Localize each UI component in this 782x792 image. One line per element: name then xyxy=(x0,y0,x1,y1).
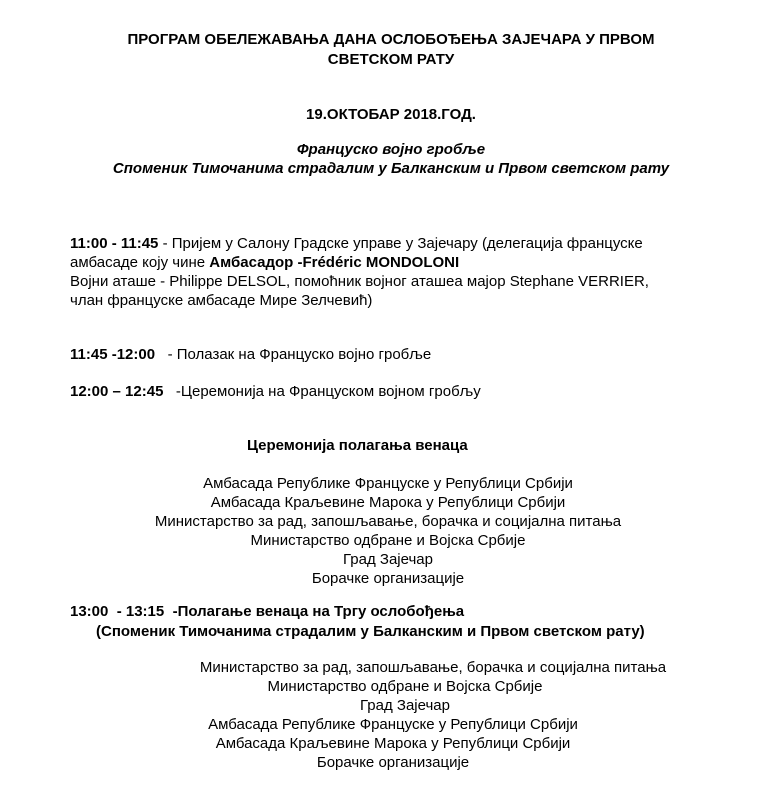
participant: Борачке организације xyxy=(316,754,470,771)
wreath-subtitle: (Споменик Тимочанима страдалим у Балканским и Првом светском рату) xyxy=(96,623,645,640)
ambassador-name: Амбасадор -Frédéric MONDOLONI xyxy=(209,254,460,271)
schedule-time: 12:00 – 12:45 xyxy=(70,383,164,400)
schedule-time: 11:00 - 11:45 xyxy=(70,235,159,252)
schedule-item-1 xyxy=(70,235,643,252)
participant: Министарство за рад, запошљавање, борачка и социјална питања xyxy=(199,659,667,676)
schedule-item-1-cont-2: Војни аташе - Philippe DELSOL, помоћник војног аташеа мајор Stephane VERRIER, xyxy=(70,273,649,290)
schedule-time: 11:45 -12:00 xyxy=(70,346,156,363)
schedule-text: -Полагање венаца на Тргу ослобођења xyxy=(164,603,465,620)
wreath-item xyxy=(70,603,464,620)
ceremony-heading: Церемонија полагања венаца xyxy=(247,437,468,454)
location-line-2: Споменик Тимочанима страдалим у Балканским и Првом светском рату xyxy=(112,160,670,177)
title-line-1: ПРОГРАМ ОБЕЛЕЖАВАЊА ДАНА ОСЛОБОЂЕЊА ЗАЈЕЧАРА У ПРВОМ xyxy=(127,31,655,48)
participant: Министарство одбране и Војска Србије xyxy=(250,532,526,549)
participant: Град Зајечар xyxy=(343,551,433,568)
event-date: 19.ОКТОБАР 2018.ГОД. xyxy=(306,106,476,123)
schedule-item-3 xyxy=(70,383,481,400)
participant: Град Зајечар xyxy=(360,697,450,714)
schedule-item-1-cont-1 xyxy=(70,254,459,271)
participant: Амбасада Краљевине Марока у Републици Србији xyxy=(210,494,566,511)
schedule-text: амбасаде коју чине xyxy=(70,254,210,271)
participant: Амбасада Републике Француске у Републици Србији xyxy=(203,475,573,492)
ceremony-participants xyxy=(0,474,779,588)
schedule-text: - Пријем у Салону Градске управе у Зајечару (делегација француске xyxy=(158,235,643,252)
participant: Министарство одбране и Војска Србије xyxy=(267,678,543,695)
title-line-2: СВЕТСКОМ РАТУ xyxy=(327,51,455,68)
schedule-item-1-cont-3: члан француске амбасаде Мире Зелчевић) xyxy=(70,292,373,309)
participant: Амбасада Краљевине Марока у Републици Србији xyxy=(215,735,571,752)
participant: Министарство за рад, запошљавање, борачка и социјална питања xyxy=(154,513,622,530)
schedule-text: -Церемонија на Француском војном гробљу xyxy=(163,383,481,400)
schedule-text: - Полазак на Француско војно гробље xyxy=(155,346,432,363)
participant: Амбасада Републике Француске у Републици Србији xyxy=(208,716,578,733)
schedule-time: 13:00 - 13:15 xyxy=(70,603,165,620)
wreath-participants xyxy=(42,658,782,772)
participant: Борачке организације xyxy=(311,570,465,587)
schedule-item-2 xyxy=(70,346,431,363)
location-line-1: Француско војно гробље xyxy=(296,141,486,158)
